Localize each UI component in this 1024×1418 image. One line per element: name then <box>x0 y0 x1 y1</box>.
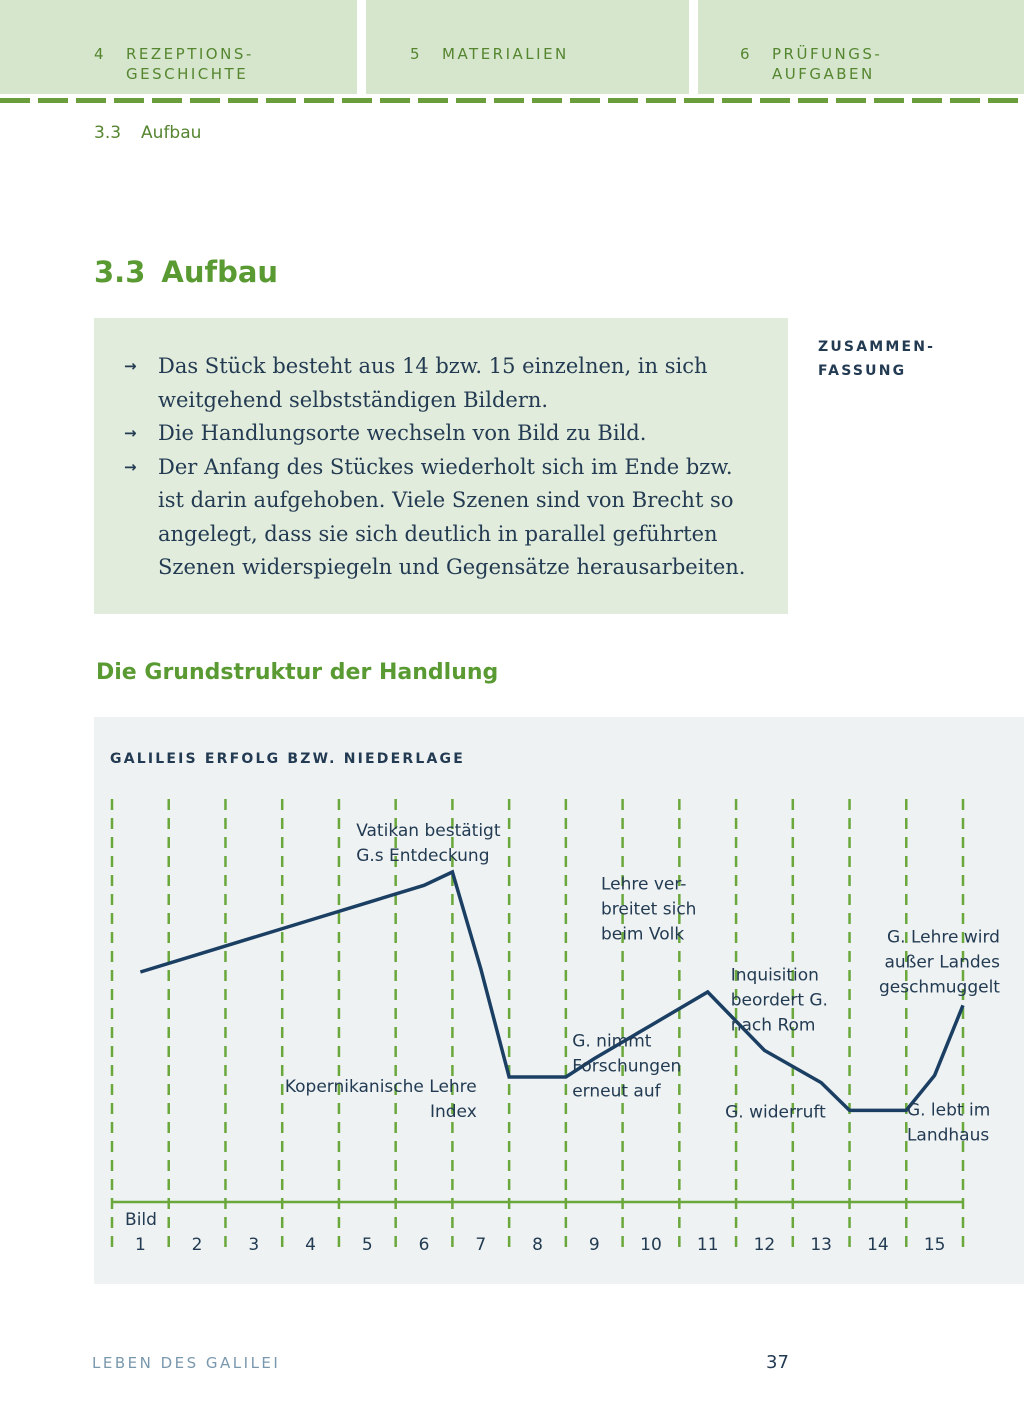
chart-annotation <box>907 1100 990 1145</box>
chart-annotation-line: Vatikan bestätigt <box>356 821 501 841</box>
x-tick-label: 9 <box>588 1235 600 1255</box>
nav-tab-label: MATERIALIEN <box>442 45 569 63</box>
section-heading: Aufbau <box>161 255 279 289</box>
arrow-right-icon: → <box>124 357 137 375</box>
summary-item <box>122 451 748 585</box>
chart-annotation-line: Kopernikanische Lehre <box>284 1077 477 1097</box>
chart-title: GALILEIS ERFOLG BZW. NIEDERLAGE <box>110 751 465 767</box>
summary-item-text: Die Handlungsorte wechseln von Bild zu Bild. <box>158 421 647 445</box>
page-number: 37 <box>766 1352 789 1373</box>
chart-annotation-line: Landhaus <box>906 1125 990 1146</box>
chart-annotation-line: G.s Entdeckung <box>356 846 490 866</box>
chart-annotation-line: breitet sich <box>600 899 697 920</box>
arrow-right-icon: → <box>124 457 137 476</box>
summary-item <box>122 350 748 417</box>
chart-annotation-line: nach Rom <box>730 1015 816 1036</box>
x-tick-label: 4 <box>305 1235 316 1255</box>
chart-annotation <box>879 927 1000 997</box>
chart-annotation-line: beim Volk <box>600 924 685 945</box>
summary-list <box>122 350 748 585</box>
chart-section-title: Die Grundstruktur der Handlung <box>96 660 499 685</box>
nav-tab-label: PRÜFUNGS- AUFGABEN <box>772 45 883 83</box>
nav-tab-rezeptionsgeschichte[interactable] <box>0 0 357 94</box>
nav-tab-label: REZEPTIONS- GESCHICHTE <box>126 45 254 83</box>
chart-annotation-line: G. Lehre wird <box>886 927 1000 948</box>
chart-annotation-line: Forschungen <box>572 1056 682 1077</box>
section-title <box>94 255 278 289</box>
header-divider <box>0 98 1024 103</box>
chart-annotation-line: geschmuggelt <box>878 977 1000 998</box>
chart-annotation-line: G. widerruft <box>725 1102 826 1123</box>
section-number: 3.3 <box>94 255 146 289</box>
summary-item-text: Der Anfang des Stückes wiederholt sich im Ende bzw. ist darin aufgehoben. Viele Szenen sind von Brecht so angelegt, dass sie sich deutlich in parallel geführten Szenen widerspiegeln und Gegensätze herausarbeiten. <box>158 454 746 579</box>
x-tick-label: 13 <box>810 1235 832 1255</box>
x-tick-label: 6 <box>418 1235 430 1255</box>
x-tick-label: 12 <box>753 1235 776 1255</box>
chart-panel <box>94 717 1024 1284</box>
x-tick-label: 15 <box>923 1235 946 1255</box>
running-head-title: Aufbau <box>141 123 202 143</box>
footer-book-title: LEBEN DES GALILEI <box>92 1354 281 1372</box>
summary-item <box>122 417 748 451</box>
chart-annotation <box>725 1102 826 1122</box>
chart-annotation-line: beordert G. <box>730 990 828 1011</box>
x-tick-label: 8 <box>532 1235 543 1255</box>
x-tick-label: 10 <box>640 1235 662 1255</box>
chart-annotation-line: Inquisition <box>730 965 819 986</box>
chart-annotation <box>731 965 828 1035</box>
nav-tab-number: 5 <box>410 45 423 63</box>
series-line <box>140 872 963 1110</box>
x-tick-label: 3 <box>248 1235 260 1255</box>
arrow-right-icon: → <box>124 424 137 442</box>
marginal-note: ZUSAMMEN- FASSUNG <box>818 339 936 379</box>
chart-annotation <box>572 1032 681 1102</box>
plot-chart <box>94 717 1024 1284</box>
x-tick-label: 7 <box>475 1235 487 1255</box>
chart-annotation-line: außer Landes <box>884 952 1000 973</box>
x-tick-label: 11 <box>696 1235 719 1255</box>
x-axis-label: Bild <box>125 1210 157 1230</box>
x-tick-label: 5 <box>361 1235 373 1255</box>
chart-annotation-line: Index <box>429 1102 477 1122</box>
chart-annotation-line: G. nimmt <box>572 1031 652 1052</box>
chart-annotation-line: erneut auf <box>572 1081 661 1102</box>
chart-annotation <box>601 875 696 945</box>
running-head-number: 3.3 <box>94 123 122 143</box>
running-head <box>94 123 201 143</box>
summary-box <box>94 318 788 614</box>
x-tick-label: 14 <box>867 1235 889 1255</box>
nav-tab-pruefungsaufgaben[interactable] <box>698 0 1024 94</box>
nav-tab-materialien[interactable] <box>366 0 689 94</box>
nav-tab-number: 4 <box>94 45 107 63</box>
chart-annotation <box>356 821 501 866</box>
x-tick-label: 2 <box>191 1235 203 1255</box>
chart-annotation-line: G. lebt im <box>906 1100 991 1121</box>
chart-annotation <box>285 1077 477 1122</box>
summary-item-text: Das Stück besteht aus 14 bzw. 15 einzelnen, in sich weitgehend selbstständigen Bildern. <box>158 354 708 412</box>
nav-tab-number: 6 <box>740 45 753 63</box>
x-tick-label: 1 <box>134 1235 146 1255</box>
chart-annotation-line: Lehre ver- <box>600 874 687 895</box>
